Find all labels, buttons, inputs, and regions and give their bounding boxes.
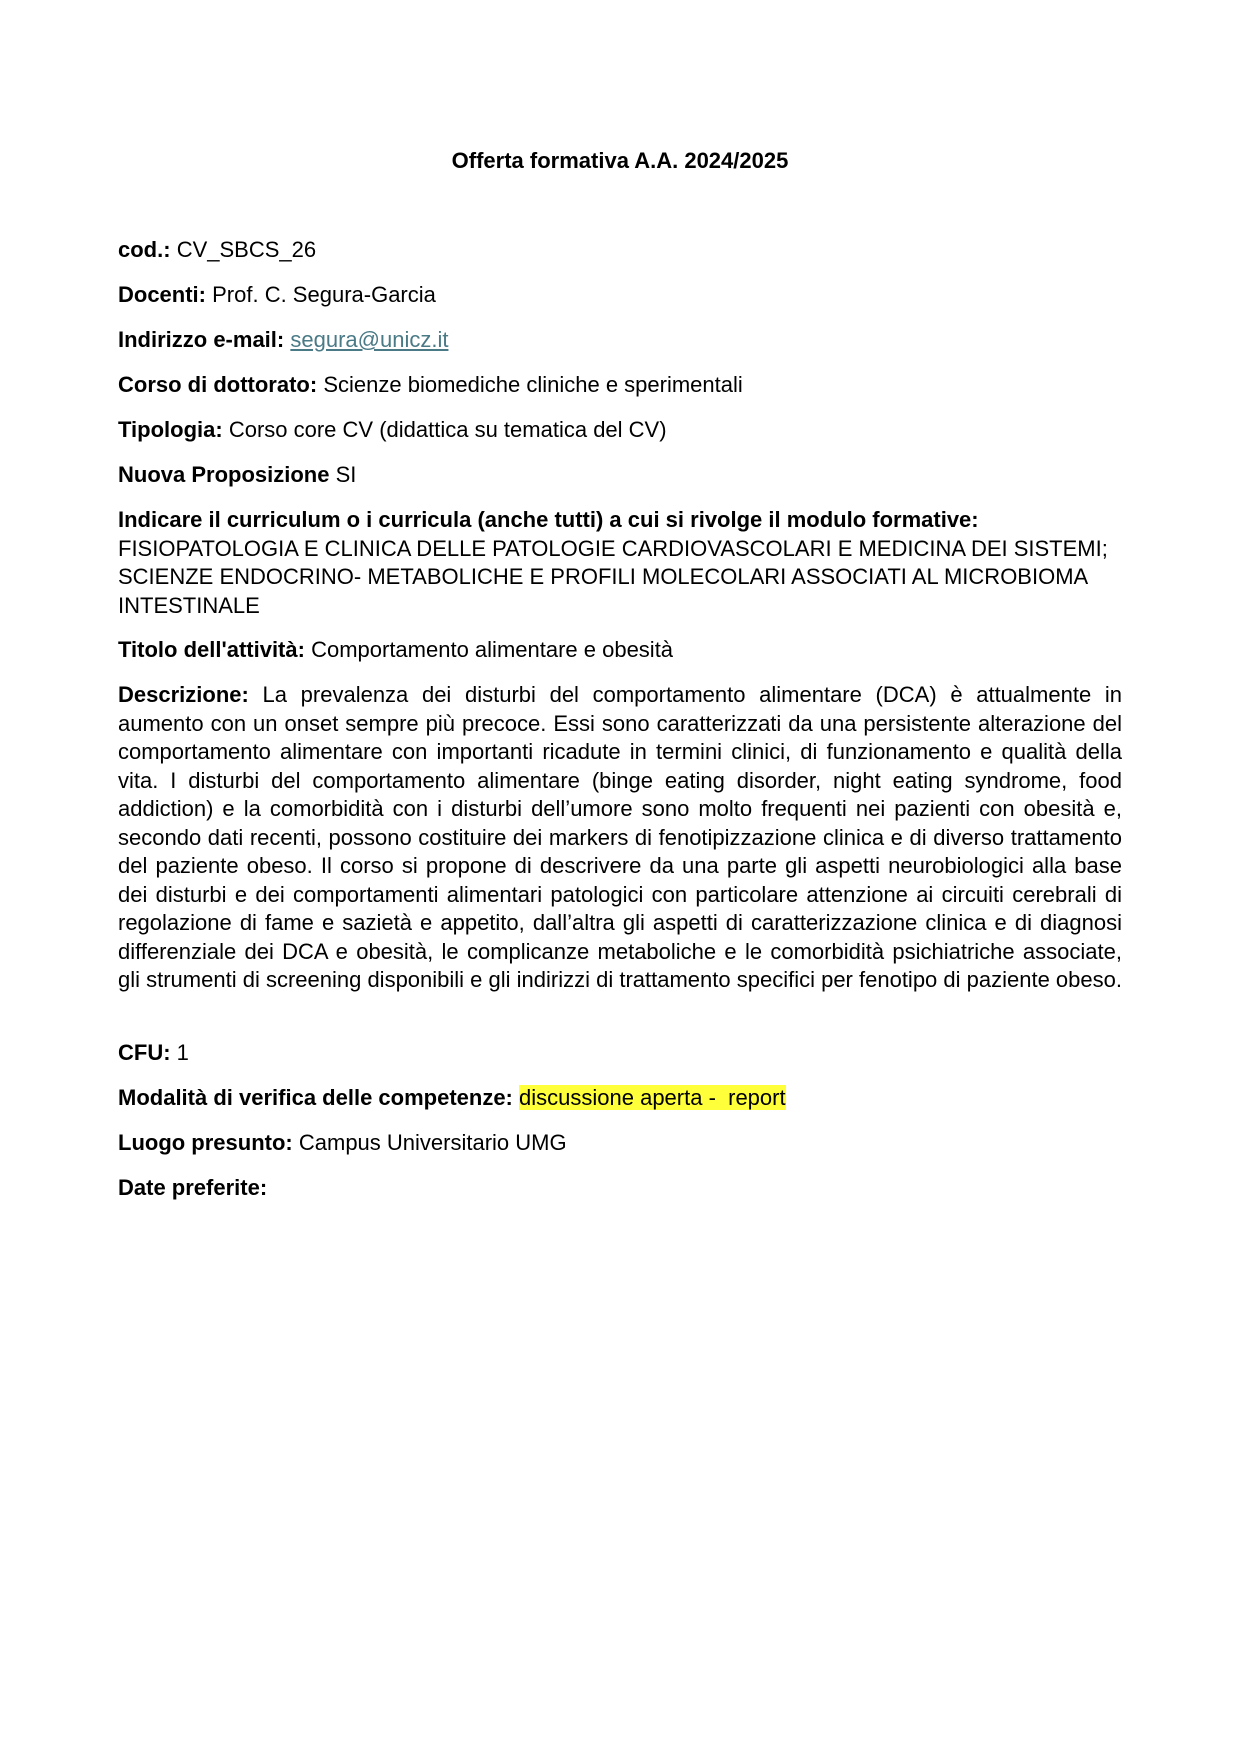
field-email-label: Indirizzo e-mail: <box>118 327 285 352</box>
field-teachers-label: Docenti: <box>118 282 206 307</box>
field-description-label: Descrizione: <box>118 682 249 707</box>
field-curricula-label: Indicare il curriculum o i curricula (anche tutti) a cui si rivolge il modulo formative: <box>118 507 979 532</box>
field-course <box>118 371 1122 400</box>
field-curricula <box>118 506 1122 620</box>
field-code-label: cod.: <box>118 237 171 262</box>
field-type-value: Corso core CV (didattica su tematica del CV) <box>228 417 667 442</box>
document-title: Offerta formativa A.A. 2024/2025 <box>451 148 789 173</box>
field-assessment-value: discussione aperta - report <box>519 1085 786 1110</box>
field-preferred-dates-label: Date preferite: <box>118 1175 268 1200</box>
field-new-proposal <box>118 461 1122 490</box>
email-link[interactable]: segura@unicz.it <box>290 327 449 352</box>
field-course-value: Scienze biomediche cliniche e sperimentali <box>323 372 743 397</box>
field-description <box>118 681 1122 995</box>
field-new-proposal-label: Nuova Proposizione <box>118 462 330 487</box>
field-cfu-value: 1 <box>176 1040 189 1065</box>
field-activity-title <box>118 636 1122 665</box>
field-course-label: Corso di dottorato: <box>118 372 318 397</box>
field-location-value: Campus Universitario UMG <box>298 1130 567 1155</box>
field-activity-title-value: Comportamento alimentare e obesità <box>311 637 674 662</box>
field-curricula-value: FISIOPATOLOGIA E CLINICA DELLE PATOLOGIE CARDIOVASCOLARI E MEDICINA DEI SISTEMI; SCIENZE ENDOCRINO- METABOLICHE E PROFILI MOLECOLARI ASSOCIATI AL MICROBIOMA INTESTINALE <box>118 535 1108 618</box>
field-location-label: Luogo presunto: <box>118 1130 293 1155</box>
field-code <box>118 236 1122 265</box>
field-activity-title-label: Titolo dell'attività: <box>118 637 305 662</box>
field-type <box>118 416 1122 445</box>
field-preferred-dates <box>118 1174 1122 1203</box>
field-assessment-label: Modalità di verifica delle competenze: <box>118 1085 513 1110</box>
field-teachers <box>118 281 1122 310</box>
field-description-value: La prevalenza dei disturbi del comportamento alimentare (DCA) è attualmente in aumento con un onset sempre più precoce. Essi sono caratterizzati da una persistente alterazione del comportamento alimentare con importanti ricadute in termini clinici, di funzionamento e qualità della vita. I disturbi del comportamento alimentare (binge eating disorder, night eating syndrome, food addiction) e la comorbidità con i disturbi dell’umore sono molto frequenti nei pazienti con obesità e, secondo dati recenti, possono costituire dei markers di fenotipizzazione clinica e di diverso trattamento del paziente obeso. Il corso si propone di descrivere da una parte gli aspetti neurobiologici alla base dei disturbi e dei comportamenti alimentari patologici con particolare attenzione ai circuiti cerebrali di regolazione di fame e sazietà e appetito, dall’altra gli aspetti di caratterizzazione clinica e di diagnosi differenziale dei DCA e obesità, le complicanze metaboliche e le comorbidità psichiatriche associate, gli strumenti di screening disponibili e gli indirizzi di trattamento specifici per fenotipo di paziente obeso. <box>118 682 1122 992</box>
field-type-label: Tipologia: <box>118 417 223 442</box>
field-email <box>118 326 1122 355</box>
field-location <box>118 1129 1122 1158</box>
field-cfu-label: CFU: <box>118 1040 171 1065</box>
field-assessment <box>118 1084 1122 1113</box>
field-teachers-value: Prof. C. Segura-Garcia <box>212 282 436 307</box>
field-new-proposal-value: SI <box>335 462 357 487</box>
field-code-value: CV_SBCS_26 <box>176 237 317 262</box>
field-cfu <box>118 1039 1122 1068</box>
document-page <box>118 0 1122 1755</box>
